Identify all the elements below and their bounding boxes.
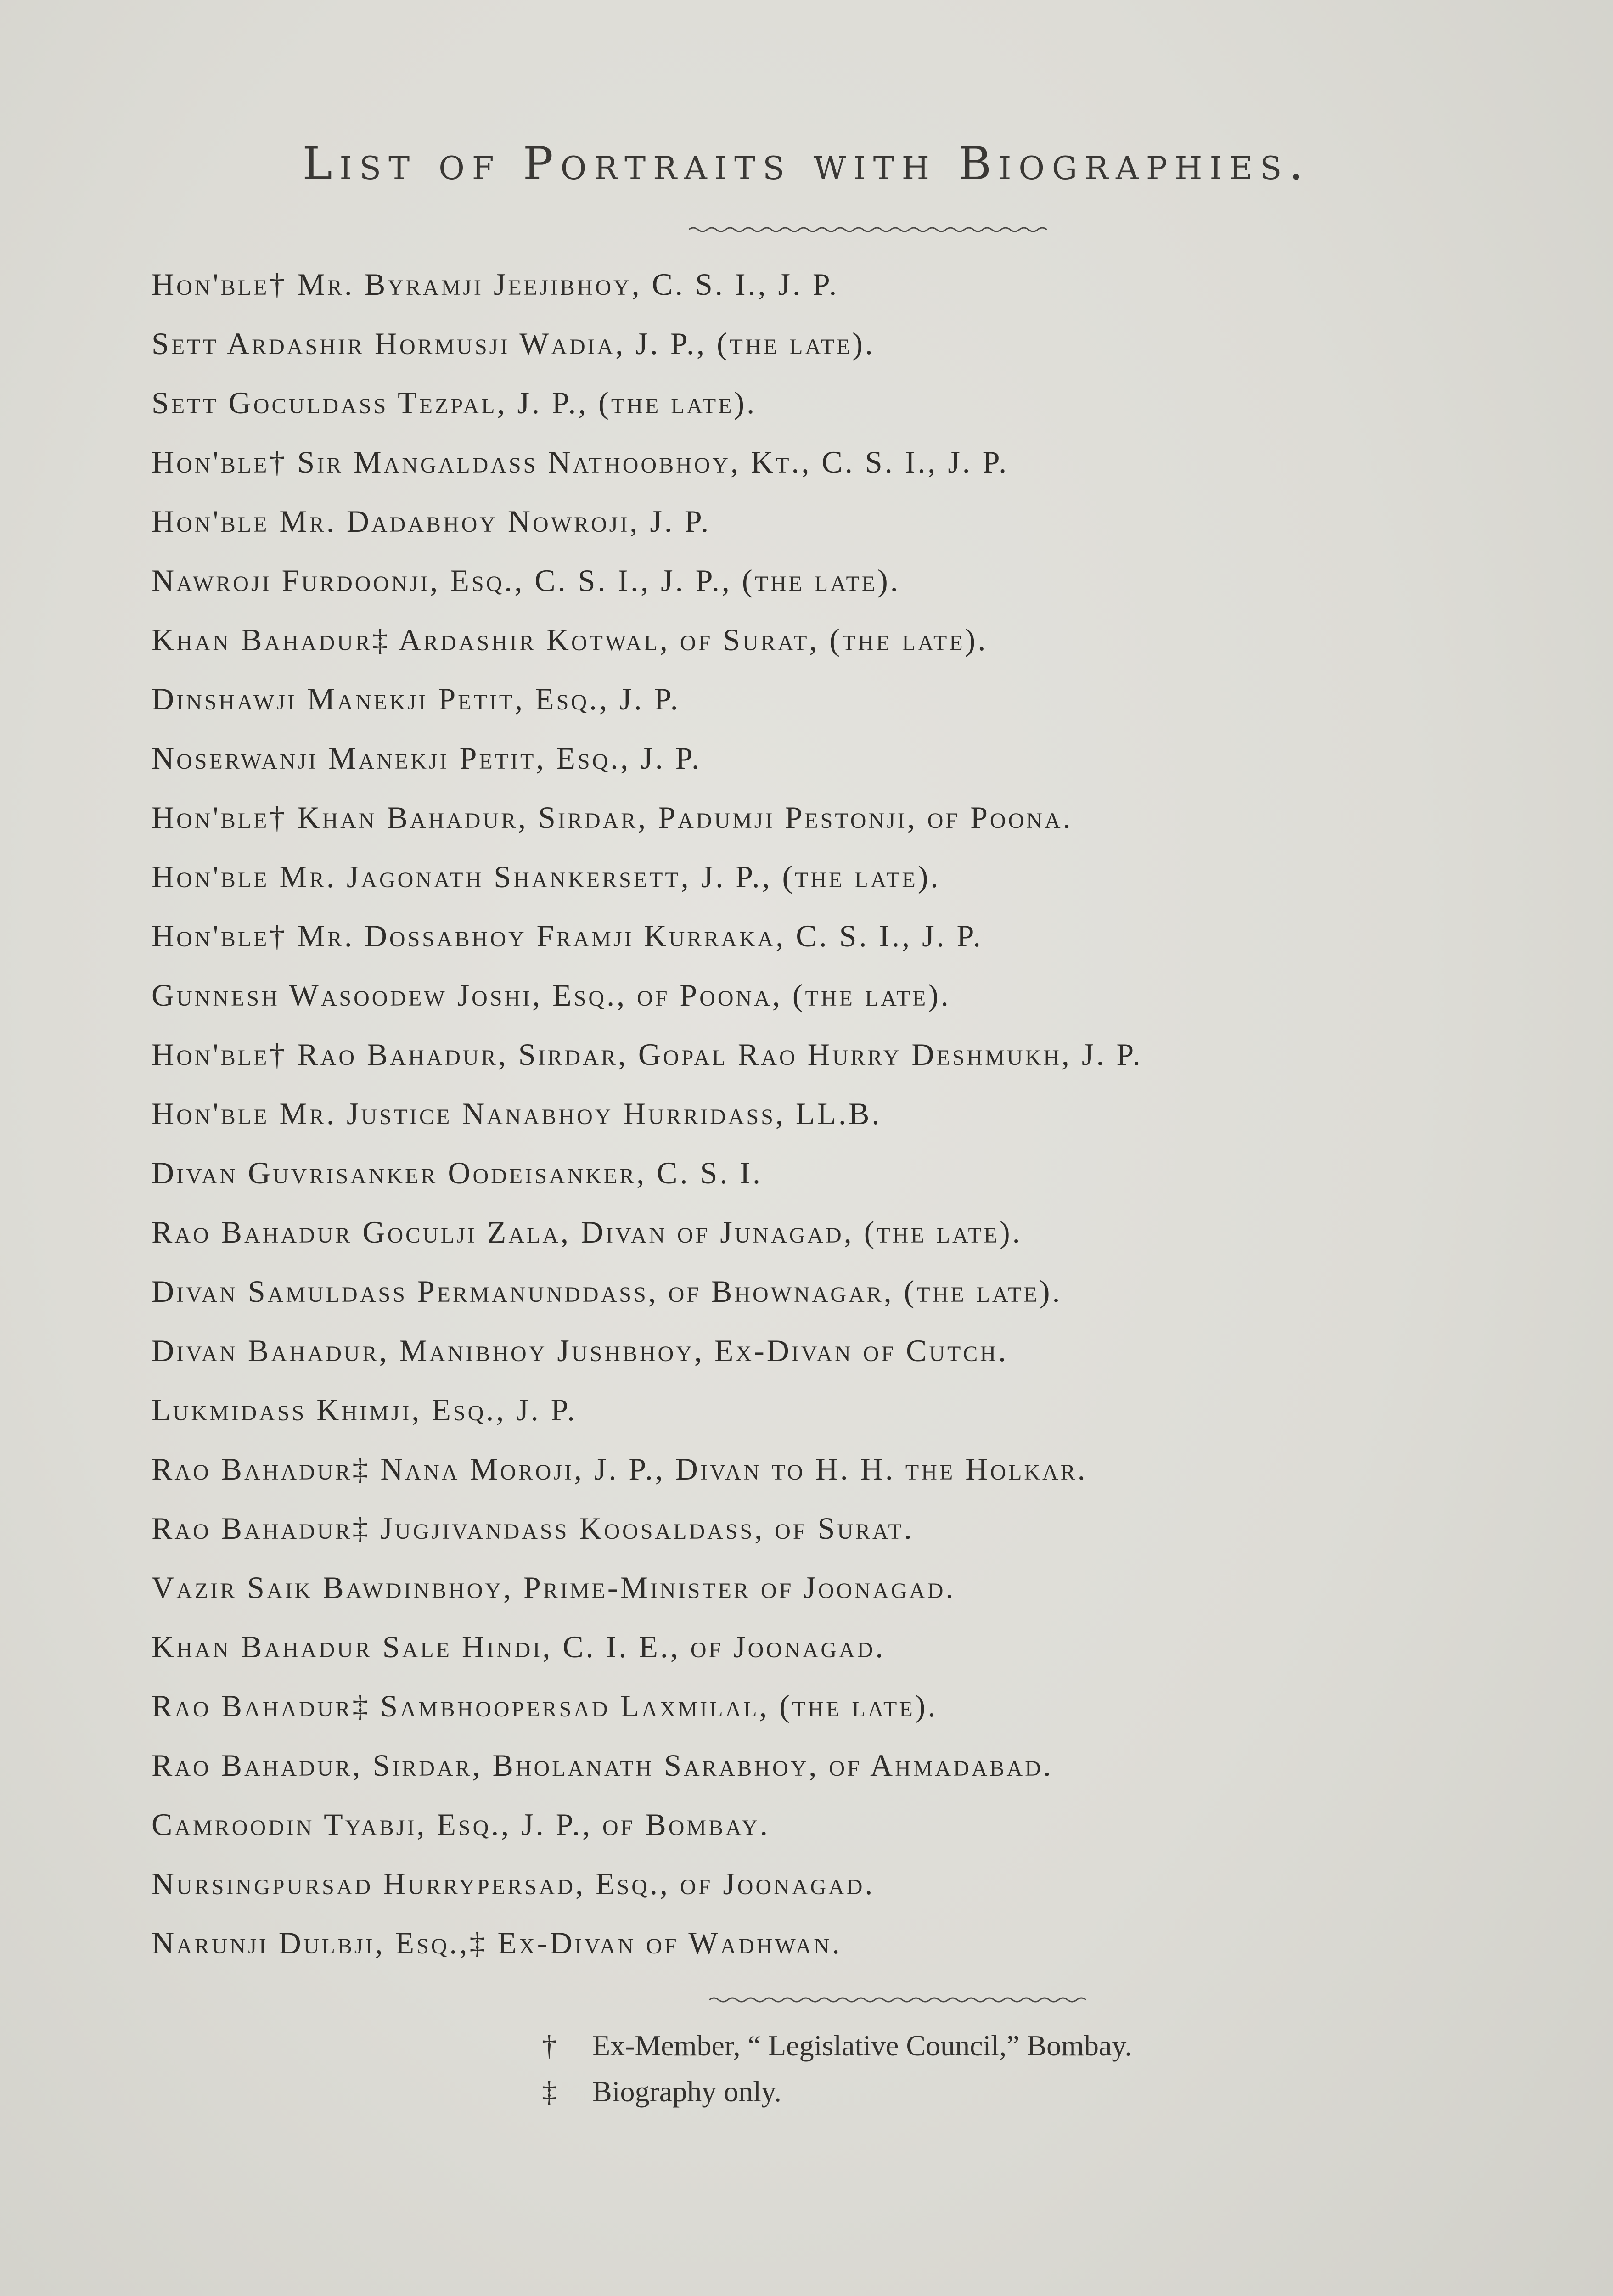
- list-item: Hon'ble Mr. Jagonath Shankersett, J. P., (the late).: [152, 859, 941, 894]
- page-title: List of Portraits with Biographies.: [302, 138, 1311, 190]
- list-item: Khan Bahadur‡ Ardashir Kotwal, of Surat, (the late).: [152, 622, 988, 657]
- list-item: Rao Bahadur, Sirdar, Bholanath Sarabhoy, of Ahmadabad.: [152, 1748, 1053, 1783]
- title-ornament-rule: [689, 225, 1047, 234]
- list-item: Rao Bahadur‡ Jugjivandass Koosaldass, of Surat.: [152, 1511, 914, 1546]
- list-item: Nawroji Furdoonji, Esq., C. S. I., J. P., (the late).: [152, 563, 900, 598]
- list-item: Sett Goculdass Tezpal, J. P., (the late).: [152, 385, 757, 420]
- footnote-ornament-rule: [709, 1995, 1086, 2004]
- footnote-text: Biography only.: [592, 2075, 781, 2108]
- dagger-mark: †: [542, 2029, 556, 2062]
- footnote-double-dagger: [542, 2069, 1132, 2115]
- list-item: Lukmidass Khimji, Esq., J. P.: [152, 1392, 577, 1427]
- list-item: Rao Bahadur‡ Sambhoopersad Laxmilal, (the late).: [152, 1688, 938, 1723]
- double-dagger-mark: ‡: [542, 2075, 556, 2108]
- list-item: Rao Bahadur‡ Nana Moroji, J. P., Divan to H. H. the Holkar.: [152, 1452, 1088, 1486]
- list-item: Noserwanji Manekji Petit, Esq., J. P.: [152, 741, 702, 776]
- list-item: Divan Bahadur, Manibhoy Jushbhoy, Ex-Divan of Cutch.: [152, 1333, 1008, 1368]
- list-item: Gunnesh Wasoodew Joshi, Esq., of Poona, (the late).: [152, 978, 951, 1013]
- portrait-list: [152, 255, 1529, 1973]
- list-item: Nursingpursad Hurrypersad, Esq., of Joonagad.: [152, 1866, 875, 1901]
- list-item: Sett Ardashir Hormusji Wadia, J. P., (the late).: [152, 326, 875, 361]
- list-item: Rao Bahadur Goculji Zala, Divan of Junagad, (the late).: [152, 1215, 1023, 1249]
- footnotes: [542, 2023, 1132, 2115]
- list-item: Divan Guvrisanker Oodeisanker, C. S. I.: [152, 1155, 763, 1190]
- list-item: Camroodin Tyabji, Esq., J. P., of Bombay.: [152, 1807, 770, 1842]
- list-item: Vazir Saik Bawdinbhoy, Prime-Minister of Joonagad.: [152, 1570, 956, 1605]
- footnote-text: Ex-Member, “ Legislative Council,” Bombay.: [592, 2029, 1132, 2062]
- list-item: Hon'ble† Mr. Byramji Jeejibhoy, C. S. I., J. P.: [152, 267, 839, 302]
- list-item: Hon'ble† Rao Bahadur, Sirdar, Gopal Rao Hurry Deshmukh, J. P.: [152, 1037, 1143, 1072]
- list-item: Hon'ble† Sir Mangaldass Nathoobhoy, Kt., C. S. I., J. P.: [152, 445, 1009, 479]
- list-item: Dinshawji Manekji Petit, Esq., J. P.: [152, 681, 680, 716]
- list-item: Divan Samuldass Permanunddass, of Bhownagar, (the late).: [152, 1274, 1062, 1309]
- list-item: Narunji Dulbji, Esq.,‡ Ex-Divan of Wadhwan.: [152, 1925, 842, 1960]
- list-item: Hon'ble† Khan Bahadur, Sirdar, Padumji Pestonji, of Poona.: [152, 800, 1073, 835]
- list-item: Hon'ble Mr. Dadabhoy Nowroji, J. P.: [152, 504, 711, 539]
- list-item: Khan Bahadur Sale Hindi, C. I. E., of Joonagad.: [152, 1629, 886, 1664]
- list-item: Hon'ble† Mr. Dossabhoy Framji Kurraka, C. S. I., J. P.: [152, 918, 983, 953]
- footnote-dagger: [542, 2023, 1132, 2069]
- list-item: Hon'ble Mr. Justice Nanabhoy Hurridass, LL.B.: [152, 1096, 882, 1131]
